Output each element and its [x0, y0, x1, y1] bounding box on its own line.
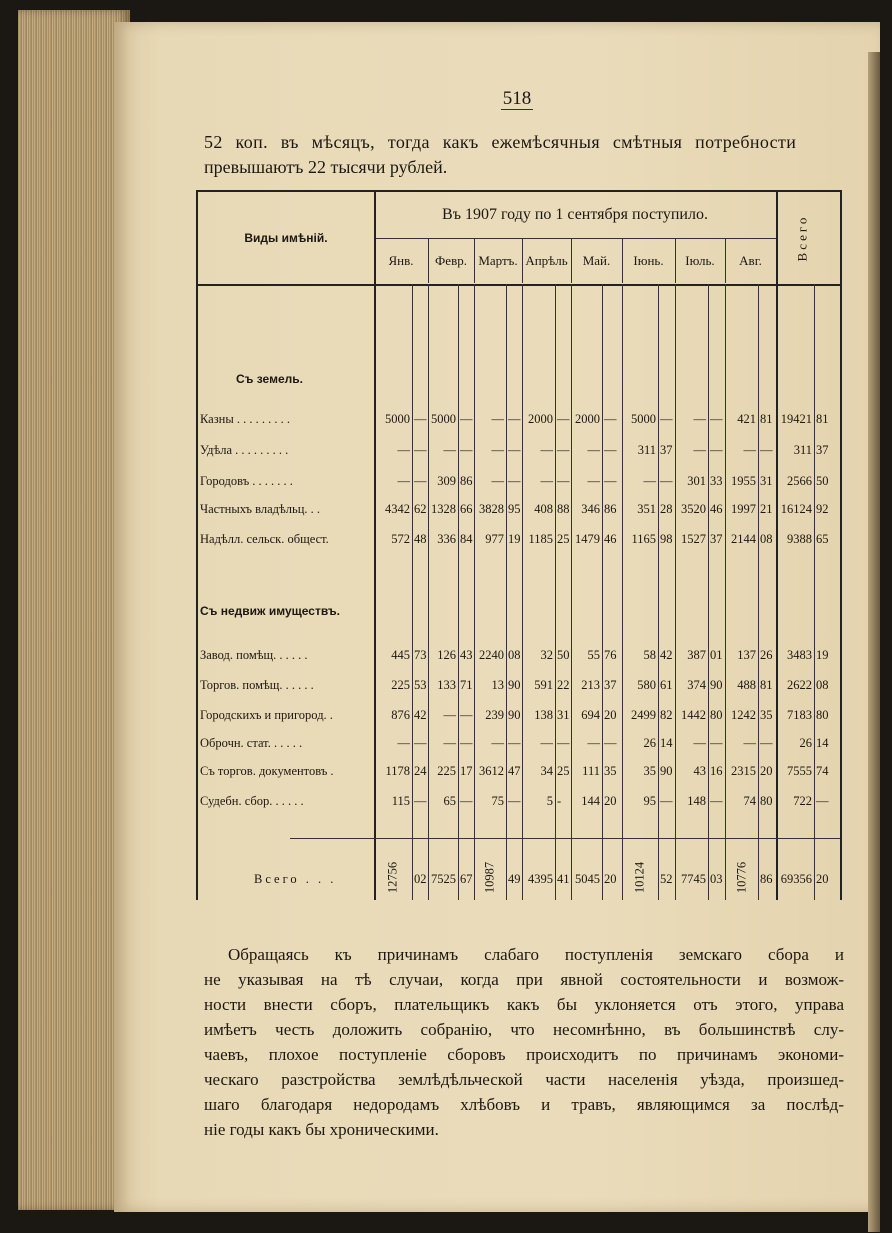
table-cell-kopecks: 65: [816, 532, 829, 546]
intro-paragraph: [204, 130, 844, 180]
table-cell-rubles: 225: [391, 678, 410, 692]
month-header: Февр.: [435, 253, 467, 268]
table-cell-kopecks: —: [460, 443, 473, 457]
table-cell-total-rubles: 10776: [734, 861, 748, 894]
table-cell-kopecks: 61: [660, 678, 673, 692]
column-title-estate-types: Виды имѣній.: [244, 231, 328, 245]
table-cell-rubles: 977: [485, 532, 504, 546]
table-cell-kopecks: 50: [816, 474, 829, 488]
table-cell-kopecks: 50: [557, 648, 570, 662]
table-cell-total-kopecks: 20: [604, 872, 617, 886]
table-cell-kopecks: 76: [604, 648, 617, 662]
table-cell-kopecks: —: [414, 794, 427, 808]
book-page: [114, 22, 880, 1212]
body-paragraph: [204, 942, 844, 1142]
month-divider: [622, 239, 623, 283]
intro-line: превышаютъ 22 тысячи рублей.: [204, 157, 448, 177]
table-cell-rubles: 126: [437, 648, 456, 662]
table-cell-kopecks: —: [508, 443, 521, 457]
table-row-label: Торгов. помѣщ. . . . . .: [200, 678, 314, 692]
table-cell-kopecks: 42: [414, 708, 427, 722]
table-row-label: Надѣлл. сельск. общест.: [200, 532, 329, 546]
table-cell-rubles: 9388: [787, 532, 812, 546]
table-cell-rubles: 374: [687, 678, 706, 692]
table-cell-rubles: 7183: [787, 708, 812, 722]
table-cell-total-rubles: 7745: [681, 872, 706, 886]
table-row-label: Судебн. сбор. . . . . .: [200, 794, 304, 808]
table-cell-rubles: 13: [491, 678, 504, 692]
table-cell-total-rubles: 5045: [575, 872, 600, 886]
table-cell-rubles: —: [693, 736, 706, 750]
table-cell-kopecks: 46: [604, 532, 617, 546]
table-cell-kopecks: 81: [760, 412, 773, 426]
kopeck-divider: [412, 284, 413, 900]
table-cell-kopecks: 25: [557, 532, 570, 546]
table-cell-kopecks: 37: [816, 443, 829, 457]
table-cell-total-kopecks: 49: [508, 872, 521, 886]
table-cell-kopecks: 90: [710, 678, 723, 692]
table-cell-rubles: 346: [581, 502, 600, 516]
table-cell-rubles: 2240: [479, 648, 504, 662]
table-cell-total-rubles: 10987: [482, 861, 497, 894]
table-cell-rubles: —: [587, 443, 600, 457]
table-cell-kopecks: 82: [660, 708, 673, 722]
table-cell-kopecks: 19: [508, 532, 521, 546]
table-cell-kopecks: 01: [710, 648, 723, 662]
table-cell-rubles: 1165: [631, 532, 656, 546]
table-cell-total-rubles: 10124: [632, 861, 647, 894]
table-cell-rubles: 722: [793, 794, 812, 808]
month-divider: [522, 239, 523, 283]
table-cell-rubles: —: [491, 443, 504, 457]
table-cell-kopecks: —: [710, 443, 723, 457]
table-cell-kopecks: 37: [604, 678, 617, 692]
table-cell-kopecks: 47: [508, 764, 521, 778]
kopeck-divider: [758, 284, 759, 900]
table-cell-rubles: 5000: [385, 412, 410, 426]
table-cell-kopecks: —: [460, 736, 473, 750]
table-cell-kopecks: —: [760, 736, 773, 750]
table-cell-rubles: 5000: [431, 412, 456, 426]
month-divider: [675, 239, 676, 283]
month-header: Апрѣль: [525, 253, 568, 268]
table-cell-kopecks: —: [414, 736, 427, 750]
table-row-label: Удѣла . . . . . . . . .: [200, 443, 289, 457]
table-cell-rubles: —: [397, 736, 410, 750]
table-cell-rubles: 148: [687, 794, 706, 808]
table-cell-rubles: 876: [391, 708, 410, 722]
table-cell-kopecks: —: [760, 443, 773, 457]
body-line: ческаго разстройства землѣдѣльческой части населенія уѣзда, произшед-: [204, 1070, 844, 1089]
table-cell-kopecks: —: [557, 736, 570, 750]
table-cell-kopecks: -: [557, 794, 562, 808]
table-cell-kopecks: 71: [460, 678, 473, 692]
table-cell-rubles: 421: [737, 412, 756, 426]
table-cell-kopecks: 53: [414, 678, 427, 692]
table-cell-rubles: —: [491, 736, 504, 750]
table-cell-rubles: 26: [799, 736, 812, 750]
month-divider: [428, 239, 429, 283]
table-cell-kopecks: —: [660, 794, 673, 808]
table-cell-kopecks: —: [604, 474, 617, 488]
table-cell-kopecks: 17: [460, 764, 473, 778]
table-cell-kopecks: 20: [604, 708, 617, 722]
table-cell-rubles: 1178: [385, 764, 410, 778]
table-cell-rubles: 2000: [528, 412, 553, 426]
table-cell-rubles: 445: [391, 648, 410, 662]
table-cell-kopecks: 16: [710, 764, 723, 778]
table-cell-rubles: 4342: [385, 502, 410, 516]
totals-label-rule: [290, 838, 374, 839]
table-cell-kopecks: —: [604, 412, 617, 426]
table-cell-rubles: 7555: [787, 764, 812, 778]
table-cell-kopecks: 62: [414, 502, 427, 516]
table-cell-total-rubles: 69356: [780, 872, 812, 886]
month-header: Май.: [582, 253, 611, 268]
table-cell-rubles: 572: [391, 532, 410, 546]
table-cell-rubles: 336: [437, 532, 456, 546]
table-cell-kopecks: 33: [710, 474, 723, 488]
table-cell-total-kopecks: 86: [760, 872, 773, 886]
table-cell-total-kopecks: 52: [660, 872, 673, 886]
table-cell-total-kopecks: 67: [460, 872, 473, 886]
table-cell-total-kopecks: 20: [816, 872, 829, 886]
table-row-label: Городовъ . . . . . . .: [200, 474, 293, 488]
table-cell-kopecks: —: [604, 736, 617, 750]
table-cell-kopecks: —: [604, 443, 617, 457]
table-cell-kopecks: 90: [660, 764, 673, 778]
receipts-table: [196, 190, 842, 900]
table-cell-total-rubles: 4395: [528, 872, 553, 886]
table-cell-total-kopecks: 02: [414, 872, 427, 886]
table-cell-rubles: 488: [737, 678, 756, 692]
table-cell-kopecks: 98: [660, 532, 673, 546]
body-line: имѣетъ честь доложить собранію, что несомнѣнно, въ большинствѣ слу-: [204, 1020, 844, 1039]
table-cell-kopecks: 46: [710, 502, 723, 516]
table-cell-kopecks: —: [660, 412, 673, 426]
table-cell-kopecks: —: [710, 794, 723, 808]
kopeck-divider: [602, 284, 603, 900]
table-cell-kopecks: 86: [604, 502, 617, 516]
table-cell-kopecks: —: [508, 794, 521, 808]
table-cell-rubles: —: [540, 443, 553, 457]
table-cell-rubles: 65: [443, 794, 456, 808]
table-cell-rubles: 32: [540, 648, 553, 662]
table-cell-rubles: 111: [582, 764, 600, 778]
kopeck-divider: [814, 284, 815, 900]
table-row-label: Городскихъ и пригород. .: [200, 708, 333, 722]
table-cell-rubles: —: [693, 443, 706, 457]
table-cell-kopecks: —: [460, 412, 473, 426]
table-cell-rubles: 95: [643, 794, 656, 808]
table-cell-kopecks: 74: [816, 764, 829, 778]
table-cell-rubles: 133: [437, 678, 456, 692]
body-line: чаевъ, плохое поступленіе сборовъ происходитъ по причинамъ экономи-: [204, 1045, 844, 1064]
table-cell-total-kopecks: 41: [557, 872, 570, 886]
table-cell-rubles: —: [643, 474, 656, 488]
section-land-title: Съ земель.: [236, 372, 303, 386]
table-cell-rubles: 5: [546, 794, 553, 808]
table-cell-kopecks: 48: [414, 532, 427, 546]
table-cell-rubles: 1185: [528, 532, 553, 546]
table-cell-kopecks: 84: [460, 532, 473, 546]
table-cell-rubles: —: [491, 474, 504, 488]
table-cell-rubles: 2566: [787, 474, 812, 488]
table-cell-kopecks: —: [508, 736, 521, 750]
table-cell-rubles: 55: [587, 648, 600, 662]
table-cell-kopecks: 31: [760, 474, 773, 488]
table-cell-kopecks: 08: [760, 532, 773, 546]
kopeck-divider: [458, 284, 459, 900]
table-cell-kopecks: —: [816, 794, 829, 808]
table-cell-rubles: 694: [581, 708, 600, 722]
totals-separator: [374, 838, 840, 839]
table-cell-rubles: 2000: [575, 412, 600, 426]
table-cell-rubles: 309: [437, 474, 456, 488]
table-cell-rubles: 1242: [731, 708, 756, 722]
month-header: Іюнь.: [633, 253, 664, 268]
kopeck-divider: [708, 284, 709, 900]
table-cell-kopecks: 20: [760, 764, 773, 778]
table-cell-rubles: 2144: [731, 532, 756, 546]
totals-label: Всего . . .: [254, 872, 337, 886]
table-cell-rubles: 1955: [731, 474, 756, 488]
table-cell-kopecks: —: [414, 412, 427, 426]
month-divider: [571, 239, 572, 283]
table-cell-kopecks: 08: [508, 648, 521, 662]
month-divider: [474, 239, 475, 283]
table-cell-rubles: 26: [643, 736, 656, 750]
table-cell-kopecks: —: [508, 412, 521, 426]
table-cell-kopecks: 35: [760, 708, 773, 722]
table-cell-rubles: 3612: [479, 764, 504, 778]
table-cell-kopecks: 66: [460, 502, 473, 516]
table-cell-rubles: —: [743, 443, 756, 457]
table-cell-total-rubles: 7525: [431, 872, 456, 886]
table-cell-rubles: 591: [534, 678, 553, 692]
table-cell-kopecks: —: [460, 708, 473, 722]
table-cell-rubles: 3483: [787, 648, 812, 662]
table-cell-kopecks: 90: [508, 678, 521, 692]
table-cell-kopecks: 28: [660, 502, 673, 516]
table-cell-kopecks: 81: [760, 678, 773, 692]
table-cell-rubles: 5000: [631, 412, 656, 426]
table-cell-kopecks: —: [660, 474, 673, 488]
table-row-label: Оброчн. стат. . . . . .: [200, 736, 303, 750]
body-line: ности внести сборъ, плательщикъ какъ бы уклоняется отъ этого, управа: [204, 995, 844, 1014]
table-cell-rubles: 1527: [681, 532, 706, 546]
table-row-label: Завод. помѣщ. . . . . .: [200, 648, 308, 662]
table-cell-rubles: 34: [540, 764, 553, 778]
table-cell-rubles: 3520: [681, 502, 706, 516]
table-cell-rubles: 75: [491, 794, 504, 808]
table-cell-kopecks: 90: [508, 708, 521, 722]
table-cell-rubles: 115: [391, 794, 410, 808]
table-cell-kopecks: 92: [816, 502, 829, 516]
table-cell-kopecks: 08: [816, 678, 829, 692]
table-cell-kopecks: 35: [604, 764, 617, 778]
table-cell-rubles: 2499: [631, 708, 656, 722]
table-cell-kopecks: —: [710, 736, 723, 750]
month-header: Іюль.: [685, 253, 715, 268]
table-cell-kopecks: —: [557, 412, 570, 426]
table-cell-kopecks: 22: [557, 678, 570, 692]
table-cell-rubles: 35: [643, 764, 656, 778]
kopeck-divider: [506, 284, 507, 900]
table-cell-rubles: —: [587, 474, 600, 488]
table-cell-rubles: 408: [534, 502, 553, 516]
table-cell-rubles: —: [743, 736, 756, 750]
page-number: 518: [502, 88, 532, 109]
table-cell-rubles: —: [491, 412, 504, 426]
table-cell-rubles: 311: [637, 443, 656, 457]
table-cell-kopecks: 21: [760, 502, 773, 516]
header-received-1907: Въ 1907 году по 1 сентября поступило.: [442, 206, 708, 223]
table-cell-kopecks: 37: [710, 532, 723, 546]
table-cell-kopecks: —: [710, 412, 723, 426]
table-cell-kopecks: 80: [816, 708, 829, 722]
table-cell-rubles: —: [587, 736, 600, 750]
table-cell-rubles: 2622: [787, 678, 812, 692]
table-cell-rubles: —: [540, 474, 553, 488]
body-line: Обращаясь къ причинамъ слабаго поступленія земскаго сбора и: [228, 945, 844, 964]
table-cell-rubles: 138: [534, 708, 553, 722]
table-cell-kopecks: 26: [760, 648, 773, 662]
table-cell-kopecks: 24: [414, 764, 427, 778]
table-cell-rubles: 3828: [479, 502, 504, 516]
page-right-shadow: [868, 52, 880, 1232]
month-header: Мартъ.: [478, 253, 518, 268]
table-row-label: Частныхъ владѣльц. . .: [200, 502, 321, 516]
table-cell-kopecks: 25: [557, 764, 570, 778]
table-cell-rubles: 213: [581, 678, 600, 692]
table-cell-rubles: 1479: [575, 532, 600, 546]
kopeck-divider: [555, 284, 556, 900]
table-cell-kopecks: —: [508, 474, 521, 488]
table-cell-kopecks: 14: [816, 736, 829, 750]
table-cell-kopecks: —: [557, 443, 570, 457]
table-cell-kopecks: 14: [660, 736, 673, 750]
table-cell-rubles: 387: [687, 648, 706, 662]
section-property-title: Съ недвиж имуществъ.: [200, 604, 341, 618]
table-cell-kopecks: 86: [460, 474, 473, 488]
table-cell-kopecks: —: [557, 474, 570, 488]
table-cell-kopecks: 20: [604, 794, 617, 808]
table-cell-kopecks: 81: [816, 412, 829, 426]
month-header: Янв.: [388, 253, 414, 268]
table-cell-kopecks: 42: [660, 648, 673, 662]
table-cell-kopecks: —: [460, 794, 473, 808]
table-row-label: Съ торгов. документовъ .: [200, 764, 334, 778]
table-cell-kopecks: 43: [460, 648, 473, 662]
table-cell-rubles: 311: [793, 443, 812, 457]
table-cell-rubles: —: [443, 736, 456, 750]
table-cell-rubles: 1328: [431, 502, 456, 516]
month-divider: [725, 239, 726, 283]
table-cell-rubles: 225: [437, 764, 456, 778]
table-cell-rubles: 16124: [780, 502, 812, 516]
table-cell-rubles: —: [443, 708, 456, 722]
table-cell-rubles: 19421: [780, 412, 812, 426]
header-total: Всего: [793, 214, 809, 262]
table-cell-rubles: —: [540, 736, 553, 750]
table-row-label: Казны . . . . . . . . .: [200, 412, 290, 426]
table-cell-total-kopecks: 03: [710, 872, 723, 886]
table-cell-rubles: 74: [743, 794, 756, 808]
table-cell-kopecks: 80: [760, 794, 773, 808]
table-cell-kopecks: 95: [508, 502, 521, 516]
table-cell-kopecks: 37: [660, 443, 673, 457]
intro-line: 52 коп. въ мѣсяцъ, тогда какъ ежемѣсячныя смѣтныя потребности: [204, 132, 797, 152]
table-cell-rubles: —: [443, 443, 456, 457]
body-line: не указывая на тѣ случаи, когда при явной состоятельности и возмож-: [204, 970, 844, 989]
table-cell-rubles: 301: [687, 474, 706, 488]
kopeck-divider: [658, 284, 659, 900]
table-cell-rubles: 1997: [731, 502, 756, 516]
table-cell-kopecks: —: [414, 474, 427, 488]
table-cell-rubles: 2315: [731, 764, 756, 778]
table-cell-rubles: 58: [643, 648, 656, 662]
table-cell-rubles: 144: [581, 794, 600, 808]
table-cell-kopecks: 80: [710, 708, 723, 722]
table-cell-kopecks: 88: [557, 502, 570, 516]
table-cell-kopecks: 19: [816, 648, 829, 662]
table-cell-kopecks: 73: [414, 648, 427, 662]
table-cell-kopecks: 31: [557, 708, 570, 722]
table-cell-rubles: —: [397, 443, 410, 457]
body-line: шаго благодаря недородамъ хлѣбовъ и травъ, являющимся за послѣд-: [204, 1095, 844, 1114]
table-cell-rubles: 580: [637, 678, 656, 692]
body-line: ніе годы какъ бы хроническими.: [204, 1120, 439, 1139]
table-cell-rubles: 1442: [681, 708, 706, 722]
table-cell-rubles: 351: [637, 502, 656, 516]
table-cell-rubles: 239: [485, 708, 504, 722]
table-cell-total-rubles: 12756: [385, 861, 400, 894]
table-cell-rubles: —: [693, 412, 706, 426]
month-header: Авг.: [739, 253, 762, 268]
table-cell-rubles: —: [397, 474, 410, 488]
table-cell-kopecks: —: [414, 443, 427, 457]
table-cell-rubles: 137: [737, 648, 756, 662]
table-cell-rubles: 43: [693, 764, 706, 778]
